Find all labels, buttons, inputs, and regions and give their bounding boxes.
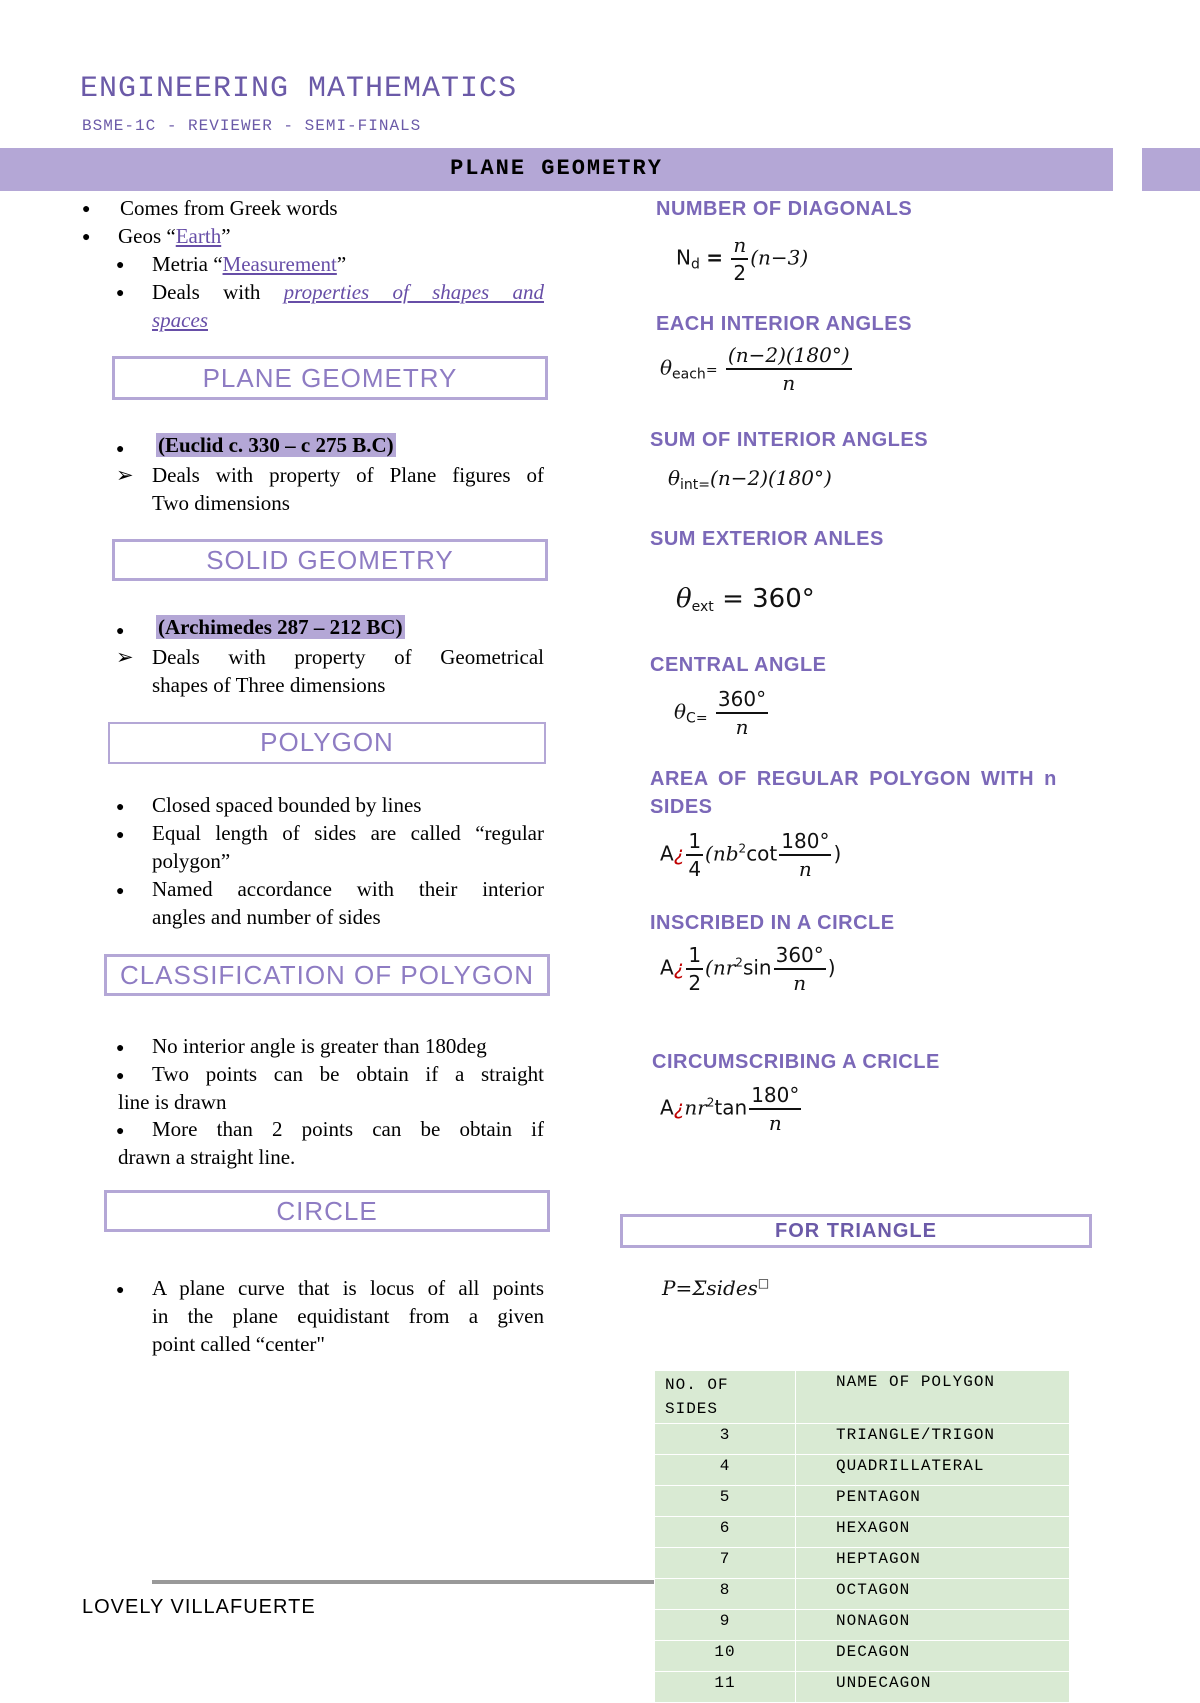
bullet-icon: ● (82, 202, 91, 217)
table-row (655, 1548, 1070, 1579)
cell-sides: 9 (655, 1610, 796, 1641)
solid-geometry-heading: SOLID GEOMETRY (112, 539, 548, 581)
circle-desc-2: in the plane equidistant from a given (152, 1304, 544, 1328)
inscribed-formula: A¿ $\frac{1}{2}$ ($nr^2\sin$ $\frac{360^\circ}{n}$ ) (660, 943, 836, 995)
properties-link[interactable]: properties of shapes and (283, 280, 544, 304)
triangle-perimeter-formula: P=Σsides□ (662, 1276, 770, 1300)
cell-polygon-name: DECAGON (796, 1641, 1070, 1672)
cell-sides: 5 (655, 1486, 796, 1517)
arrow-bullet-icon: ➢ (116, 645, 134, 669)
circle-desc-1: A plane curve that is locus of all points (152, 1276, 544, 1300)
central-angle-formula: $\theta_{C=}$ $\frac{360^\circ}{n}$ (674, 687, 767, 739)
table-header-row (655, 1371, 1070, 1424)
cell-polygon-name: HEPTAGON (796, 1548, 1070, 1579)
footer-divider (152, 1580, 654, 1584)
bullet-icon: ● (116, 442, 125, 457)
document-title: ENGINEERING MATHEMATICS (80, 72, 518, 106)
each-interior-title: EACH INTERIOR ANGLES (656, 313, 912, 335)
classification-item-3: More than 2 points can be obtain if (152, 1117, 544, 1141)
cell-sides: 7 (655, 1548, 796, 1579)
bullet-icon: ● (116, 1069, 125, 1084)
polygon-names-table (654, 1370, 1070, 1703)
polygon-heading: POLYGON (108, 722, 546, 764)
plane-desc: Deals with property of Plane figures of (152, 463, 544, 487)
author-name: LOVELY VILLAFUERTE (82, 1596, 316, 1618)
document-subtitle: BSME-1C - REVIEWER - SEMI-FINALS (82, 117, 422, 135)
bullet-icon: ● (116, 800, 125, 815)
intro-item-4: Deals with properties of shapes and (152, 280, 544, 304)
table-row (655, 1486, 1070, 1517)
table-row (655, 1455, 1070, 1486)
cell-sides: 4 (655, 1455, 796, 1486)
column-header-name: NAME OF POLYGON (796, 1371, 1070, 1424)
bullet-icon: ● (116, 884, 125, 899)
intro-item-4-cont (152, 306, 208, 334)
bullet-icon: ● (116, 1283, 125, 1298)
earth-link[interactable]: Earth (175, 224, 222, 248)
archimedes-label: (Archimedes 287 – 212 BC) (158, 615, 403, 639)
cell-sides: 6 (655, 1517, 796, 1548)
column-header-sides: NO. OF SIDES (655, 1371, 796, 1424)
solid-desc: Deals with property of Geometrical (152, 645, 544, 669)
circle-desc-3: point called “center" (152, 1332, 325, 1356)
intro-item-3: Metria “Measurement” (152, 252, 347, 276)
cell-polygon-name: NONAGON (796, 1610, 1070, 1641)
diagonals-title: NUMBER OF DIAGONALS (656, 198, 913, 220)
each-interior-formula: $\theta_{each}=$ $\frac{(n-2)(180^\circ)}{n}$ (660, 343, 850, 395)
table-row (655, 1610, 1070, 1641)
area-regular-title-cont: SIDES (650, 796, 713, 818)
polygon-item-2: Equal length of sides are called “regular (152, 821, 544, 845)
solid-desc-cont: shapes of Three dimensions (152, 673, 386, 697)
cell-sides: 8 (655, 1579, 796, 1610)
arrow-bullet-icon: ➢ (116, 463, 134, 487)
bullet-icon: ● (116, 258, 125, 273)
header-bar-right (1142, 148, 1200, 191)
cell-polygon-name: OCTAGON (796, 1579, 1070, 1610)
intro-item-2: Geos “Earth” (118, 224, 231, 248)
polygon-item-3: Named accordance with their interior (152, 877, 544, 901)
central-angle-title: CENTRAL ANGLE (650, 654, 827, 676)
cell-sides: 3 (655, 1424, 796, 1455)
cell-polygon-name: HEXAGON (796, 1517, 1070, 1548)
cell-polygon-name: PENTAGON (796, 1486, 1070, 1517)
sum-exterior-formula: $\theta_{ext} = 360^\circ$ (676, 584, 815, 615)
bullet-icon: ● (116, 828, 125, 843)
bullet-icon: ● (82, 230, 91, 245)
cell-sides: 10 (655, 1641, 796, 1672)
plane-desc-cont: Two dimensions (152, 491, 290, 515)
for-triangle-heading: FOR TRIANGLE (620, 1214, 1092, 1248)
spaces-link[interactable]: spaces (152, 308, 208, 332)
intro-item-1: Comes from Greek words (120, 196, 338, 220)
sum-interior-formula: $\theta_{int=}(n-2)(180^\circ)$ (668, 466, 832, 493)
section-bar-title: PLANE GEOMETRY (450, 156, 663, 181)
polygon-item-2-cont: polygon” (152, 849, 231, 873)
cell-sides: 11 (655, 1672, 796, 1703)
area-regular-formula: A¿ $\frac{1}{4}$ ($nb^2\cot$ $\frac{180^\circ}{n}$ ) (660, 829, 842, 881)
area-regular-title: AREA OF REGULAR POLYGON WITH n (650, 768, 1057, 790)
classification-item-2-cont: line is drawn (118, 1090, 227, 1114)
classification-item-1: No interior angle is greater than 180deg (152, 1034, 487, 1058)
table-row (655, 1672, 1070, 1703)
classification-heading: CLASSIFICATION OF POLYGON (104, 954, 550, 996)
classification-item-3-cont: drawn a straight line. (118, 1145, 296, 1169)
sum-exterior-title: SUM EXTERIOR ANLES (650, 528, 884, 550)
bullet-icon: ● (116, 624, 125, 639)
table-row (655, 1579, 1070, 1610)
circumscribing-formula: $A¿nr^2\tan$ $\frac{180^\circ}{n}$ (660, 1083, 800, 1135)
table-row (655, 1641, 1070, 1672)
classification-item-2: Two points can be obtain if a straight (152, 1062, 544, 1086)
sum-interior-title: SUM OF INTERIOR ANGLES (650, 429, 929, 451)
measurement-link[interactable]: Measurement (222, 252, 337, 276)
bullet-icon: ● (116, 1124, 125, 1139)
circumscribing-title: CIRCUMSCRIBING A CRICLE (652, 1051, 940, 1073)
table-row (655, 1424, 1070, 1455)
cell-polygon-name: QUADRILLATERAL (796, 1455, 1070, 1486)
circle-heading: CIRCLE (104, 1190, 550, 1232)
cell-polygon-name: UNDECAGON (796, 1672, 1070, 1703)
euclid-label: (Euclid c. 330 – c 275 B.C) (158, 433, 394, 457)
bullet-icon: ● (116, 1041, 125, 1056)
polygon-item-3-cont: angles and number of sides (152, 905, 381, 929)
cell-polygon-name: TRIANGLE/TRIGON (796, 1424, 1070, 1455)
inscribed-title: INSCRIBED IN A CIRCLE (650, 912, 895, 934)
plane-geometry-heading: PLANE GEOMETRY (112, 356, 548, 400)
diagonals-formula: $N_d$ = $\frac{n}{2}$ (n−3) (676, 233, 809, 285)
polygon-item-1: Closed spaced bounded by lines (152, 793, 422, 817)
table-row (655, 1517, 1070, 1548)
bullet-icon: ● (116, 286, 125, 301)
